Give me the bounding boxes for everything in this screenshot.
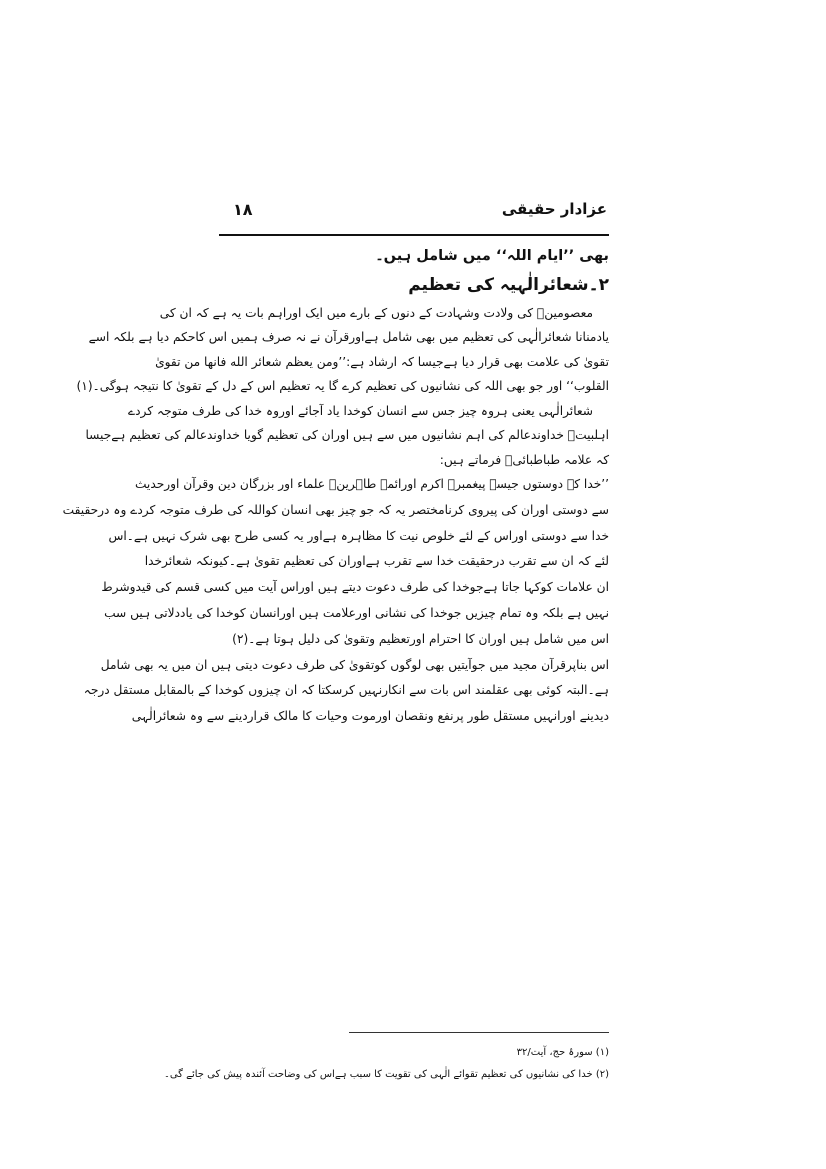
header-divider bbox=[219, 234, 609, 236]
text-line: تقویٰ کی علامت بھی قرار دیا ہےجیسا کہ ارشاد ہے:’’ومن یعظم شعائر الله فانها من تقویٰ bbox=[155, 354, 609, 369]
page-number: ۱۸ bbox=[233, 200, 253, 219]
quote-line: اس میں شامل ہیں اوران کا احترام اورتعظیم وتقویٰ کی دلیل ہوتا ہے۔(۲) bbox=[232, 631, 609, 646]
footnote-divider bbox=[349, 1032, 609, 1033]
section-heading: ۲۔شعائرالٰہیہ کی تعظیم bbox=[408, 274, 609, 295]
quote-line: ’’خدا کے دوستوں جیسے پیغمبرؐ اکرم اورائمہ طاہرینؑ علماء اور بزرگان دین وقرآن اورحدیث bbox=[134, 477, 609, 491]
text-line: یادمنانا شعائرالٰہی کی تعظیم میں بھی شامل ہےاورقرآن نے نہ صرف ہمیں اس کاحکم دیا ہے بلکہ اسے bbox=[88, 330, 609, 344]
text-line: کہ علامہ طباطبائیؒ فرماتے ہیں: bbox=[439, 452, 609, 467]
footnotes bbox=[163, 1042, 609, 1086]
quote-line: سے دوستی اوران کی پیروی کرنامختصر یہ کہ جو چیز بھی انسان کواللہ کی طرف متوجہ کردے وہ درحقیقت bbox=[62, 502, 609, 517]
text-line: شعائرالٰہی یعنی ہروہ چیز جس سے انسان کوخدا یاد آجائے اوروہ خدا کی طرف متوجہ کردے bbox=[127, 403, 593, 418]
text-line: اہلبیتؑ خداوندعالم کی اہم نشانیوں میں سے ہیں اوران کی تعظیم گویا خداوندعالم کی تعظیم ہےجیسا bbox=[85, 428, 609, 442]
text-line: بھی ’’ایام اللہ‘‘ میں شامل ہیں۔ bbox=[375, 248, 609, 264]
page-header bbox=[219, 200, 609, 228]
text-line: اس بناپرقرآن مجید میں جوآیتیں بھی لوگوں کوتقویٰ کی طرف دعوت دیتی ہیں ان میں یہ بھی شامل bbox=[100, 657, 609, 672]
main-text bbox=[62, 244, 609, 730]
text-line: معصومینؑ کی ولادت وشہادت کے دنوں کے بارے میں ایک اوراہم بات یہ ہے کہ ان کی bbox=[159, 305, 593, 320]
footnote-1: (۱) سورۂ حج، آیت/۳۲ bbox=[516, 1047, 609, 1058]
quote-line: نہیں ہے بلکہ وہ تمام چیزیں جوخدا کی نشانی اورعلامت ہیں اورانسان کوخدا کی یاددلاتی ہیں سب bbox=[104, 605, 609, 620]
text-line: ہے۔البتہ کوئی بھی عقلمند اس بات سے انکارنہیں کرسکتا کہ ان چیزوں کوخدا کے بالمقابل مستقل درجہ bbox=[83, 683, 609, 698]
text-line: دیدینے اورانہیں مستقل طور پرنفع ونقصان اورموت وحیات کا مالک قراردینے سے وہ شعائرالٰہی bbox=[131, 709, 609, 724]
footnote-2: (۲) خدا کی نشانیوں کی تعظیم تقوائے الٰہی کی تقویت کا سبب ہےاس کی وضاحت آئندہ پیش کی جائے گی۔ bbox=[163, 1069, 609, 1080]
quote-line: خدا سے دوستی اوراس کے لئے خلوص نیت کا مظاہرہ ہےاور یہ کسی طرح بھی شرک نہیں ہے۔اس bbox=[108, 528, 609, 543]
quote-line: لئے کہ ان سے تقرب درحقیقت خدا سے تقرب ہےاوران کی تعظیم تقویٰ ہے۔کیونکہ شعائرخدا bbox=[144, 554, 609, 569]
running-title: عزادار حقیقی bbox=[501, 200, 607, 218]
text-line: القلوب‘‘ اور جو بھی اللہ کی نشانیوں کی تعظیم کرے گا یہ تعظیم اس کے دل کے تقویٰ کا نتیجہ ہوگی۔(۱) bbox=[76, 379, 609, 393]
quote-line: ان علامات کوکہا جاتا ہےجوخدا کی طرف دعوت دیتے ہیں اوراس آیت میں کسی قسم کی قیدوشرط bbox=[101, 580, 609, 595]
